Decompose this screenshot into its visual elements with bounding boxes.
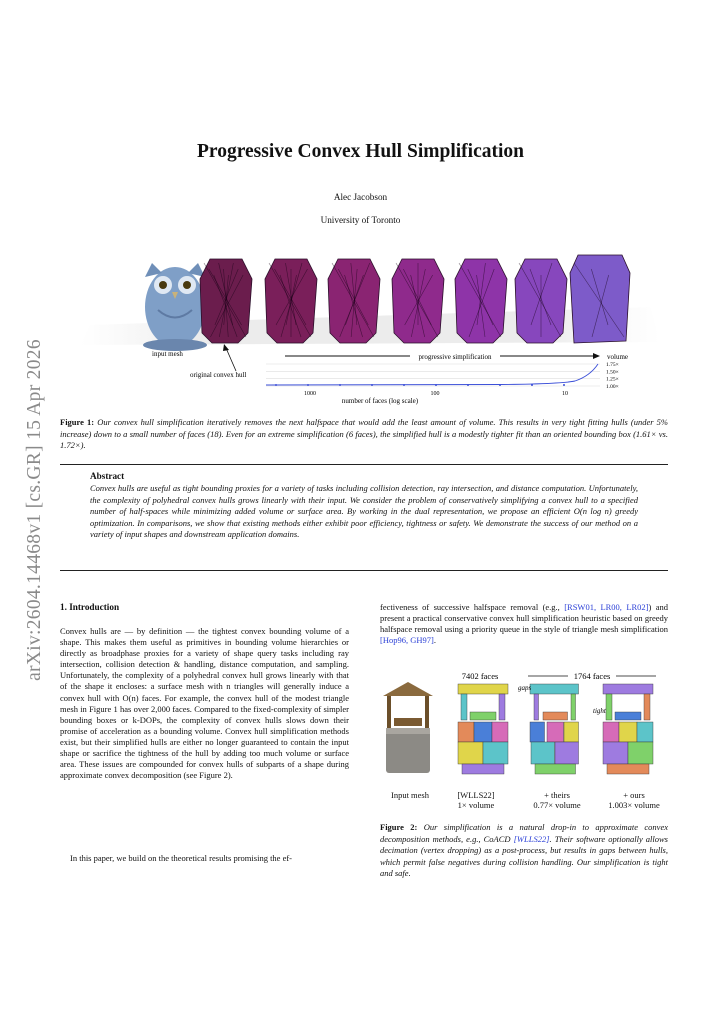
- faces-tick-label: 1000: [304, 391, 316, 397]
- convex-part: [499, 694, 505, 720]
- figure-1-caption: [60, 417, 668, 452]
- abstract-text: Convex hulls are useful as tight bounding proxies for a variety of tasks including collision detection, ray intersection, and distance computation. Unfortunately, the complexity of polyhedral convex hulls grows linearly with their input. We consider the problem of conservatively simplifying a convex hull to a specified number of half-spaces while minimizing added volume or surface area. By working in the dual representation, we propose an efficient O(n log n) greedy optimization. In comparisons, we show that existing methods either exhibit poor efficiency, tightness or safety. We demonstrate the success of our method on a variety of input shapes and downstream application domains.: [90, 483, 638, 540]
- volume-point: [275, 384, 277, 386]
- volume-point: [403, 384, 405, 386]
- intro-paragraph-2: In this paper, we build on the theoretical results promising the ef-: [70, 853, 293, 863]
- author: Alec Jacobson: [333, 192, 388, 202]
- convex-part: [603, 684, 653, 694]
- volume-tick-label: 1.75×: [606, 362, 619, 368]
- convex-part: [603, 742, 628, 764]
- volume-chart: [266, 362, 619, 397]
- paper-title: Progressive Convex Hull Simplification: [197, 141, 524, 162]
- fig2-label-wlls: [446, 790, 506, 810]
- affiliation: University of Toronto: [320, 215, 401, 225]
- convex-part: [535, 764, 576, 774]
- tight-label: tight: [593, 707, 606, 715]
- decomposition-results: [458, 684, 653, 774]
- faces-tick-label: 10: [562, 391, 568, 397]
- faces-a-label: 7402 faces: [461, 671, 499, 681]
- abstract-heading: Abstract: [90, 471, 125, 481]
- volume-point: [435, 384, 437, 386]
- convex-part: [458, 722, 474, 742]
- decomposed-well-3: [603, 684, 653, 774]
- p3-text-c: .: [433, 635, 436, 646]
- convex-hull-4: [392, 259, 444, 343]
- convex-part: [603, 722, 619, 742]
- hull-pointer-head: [223, 344, 229, 351]
- volume-point: [499, 384, 501, 386]
- fig2-label-input: [380, 790, 440, 800]
- volume-label: volume: [607, 353, 628, 361]
- convex-part: [628, 742, 653, 764]
- citation-link[interactable]: [WLLS22]: [513, 833, 550, 844]
- convex-part: [462, 764, 504, 774]
- input-mesh-label: input mesh: [152, 350, 183, 358]
- convex-part: [619, 722, 637, 742]
- figure-1-label: Figure 1:: [60, 417, 95, 427]
- original-hull-label: original convex hull: [190, 371, 247, 379]
- convex-part: [571, 694, 576, 720]
- figure-2: [378, 668, 670, 788]
- arrow-head: [593, 353, 600, 359]
- figure-1: [60, 245, 670, 410]
- abstract-top-rule: [60, 464, 668, 465]
- convex-part: [458, 684, 508, 694]
- citation-link[interactable]: [Hop96, GH97]: [380, 635, 434, 646]
- intro-paragraph-1: Convex hulls are — by definition — the tightest convex bounding volume of a shape. This makes them useful as primitives in bounding volume hierarchies or directly as broadphase proxies for a variety of shape query tasks including ray intersection, collision detection & handling, distance computation, and sampling. Unfortunately, the complexity of a polyhedral convex hull grows linearly with that of the shape it encloses: a surface mesh with n triangles will generally induce a convex hull with O(n) faces. For example, the convex hull of the modest triangle mesh in Figure 1 has over 2,000 faces. Compared to the fixed-complexity of simpler bounding boxes or k-DOPs, the complexity of convex hulls slows down their promise of acceleration as a bounding volume. Convex hull simplification methods exist, but their simplified hulls are either no longer guaranteed to contain the input shape or sacrifice the tightness of the hull by adding too much volume or surface area. These issues are compounded for convex hulls of subparts of a shape during approximate convex decomposition (see Figure 2).: [60, 626, 349, 781]
- section-heading-introduction: 1. Introduction: [60, 602, 120, 612]
- progressive-label: progressive simplification: [418, 353, 492, 361]
- faces-axis-label: number of faces (log scale): [341, 397, 419, 405]
- volume-curve: [266, 364, 598, 385]
- faces-tick-label: 100: [430, 391, 440, 397]
- convex-part: [644, 694, 650, 720]
- fig2-label-line2: 1× volume: [457, 800, 495, 810]
- decomposed-well-2: [530, 684, 579, 774]
- convex-part: [531, 742, 555, 764]
- convex-part: [555, 742, 579, 764]
- decomposed-well-1: [458, 684, 508, 774]
- convex-part: [607, 764, 649, 774]
- fig2-label-line2: 0.77× volume: [533, 800, 581, 810]
- volume-tick-label: 1.00×: [606, 384, 619, 390]
- fig2-caption-a: Our simplification is a natural drop-in to approximate convex decomposition methods, e.g., CoACD: [380, 822, 668, 844]
- citation-link[interactable]: [RSW01, LR00, LR02]: [564, 602, 649, 612]
- fig2-label-theirs: [522, 790, 592, 810]
- convex-part: [606, 694, 612, 720]
- fig2-label-line1: Input mesh: [390, 790, 429, 800]
- volume-tick-label: 1.25×: [606, 376, 619, 383]
- convex-part: [530, 722, 545, 742]
- volume-point: [307, 384, 309, 386]
- figure-1-caption-text: Our convex hull simplification iteratively removes the next halfspace that would add the least amount of volume. This results in very tight fitting hulls (under 5% increase) down to a small number of faces (18). Even for an extreme simplification (6 faces), the simplified hull is a modestly tighter fit than an oriented bounding box (1.61× vs. 1.72×).: [60, 417, 668, 451]
- fig2-label-line1: + theirs: [544, 790, 570, 800]
- convex-part: [470, 712, 496, 720]
- convex-hull-6: [515, 259, 567, 343]
- well-mesh-icon: [383, 682, 433, 773]
- intro-paragraph-3: [380, 602, 668, 646]
- fig2-label-ours: [598, 790, 670, 810]
- p3-text-a: fectiveness of successive halfspace removal (e.g.,: [380, 602, 565, 612]
- convex-part: [458, 742, 483, 764]
- convex-part: [530, 684, 579, 694]
- fig2-caption-b: . Their software optionally allows decimation (vertex dropping) as a post-process, but results in gaps between hulls, which permit false negatives during collision handling. Our simplification is tight and safe.: [380, 833, 668, 879]
- convex-part: [492, 722, 508, 742]
- volume-point: [563, 384, 565, 386]
- faces-b-label: 1764 faces: [573, 671, 611, 681]
- convex-part: [615, 712, 641, 720]
- volume-tick-label: 1.50×: [606, 369, 619, 376]
- p3-text-b: ) and present a practical conservative convex hull simplification heuristic based on greedy halfspace removal using a priority queue in the style of triangle mesh simplification: [380, 602, 669, 635]
- volume-point: [339, 384, 341, 386]
- convex-hull-7: [570, 255, 630, 343]
- convex-part: [637, 722, 653, 742]
- convex-hull-3: [328, 259, 380, 343]
- figure-2-caption: [380, 822, 668, 880]
- fig2-label-line1: [WLLS22]: [457, 790, 495, 800]
- volume-point: [371, 384, 373, 386]
- convex-part: [483, 742, 508, 764]
- convex-part: [564, 722, 579, 742]
- convex-part: [534, 694, 539, 720]
- volume-point: [531, 384, 533, 386]
- convex-part: [543, 712, 568, 720]
- gaps-label: gaps: [518, 684, 532, 692]
- convex-part: [474, 722, 492, 742]
- figure-2-label: Figure 2:: [380, 822, 418, 832]
- arxiv-stamp: [10, 280, 60, 740]
- fig2-label-line2: 1.003× volume: [608, 800, 660, 810]
- fig2-label-line1: + ours: [623, 790, 645, 800]
- convex-part: [461, 694, 467, 720]
- hull-pointer: [226, 348, 236, 371]
- arxiv-id: arXiv:2604.14468v1 [cs.GR] 15 Apr 2026: [24, 339, 45, 681]
- convex-hull-2: [265, 259, 317, 343]
- abstract-bottom-rule: [60, 570, 668, 571]
- volume-point: [467, 384, 469, 386]
- convex-hull-1: [200, 259, 252, 343]
- convex-hull-5: [455, 259, 507, 343]
- convex-part: [547, 722, 564, 742]
